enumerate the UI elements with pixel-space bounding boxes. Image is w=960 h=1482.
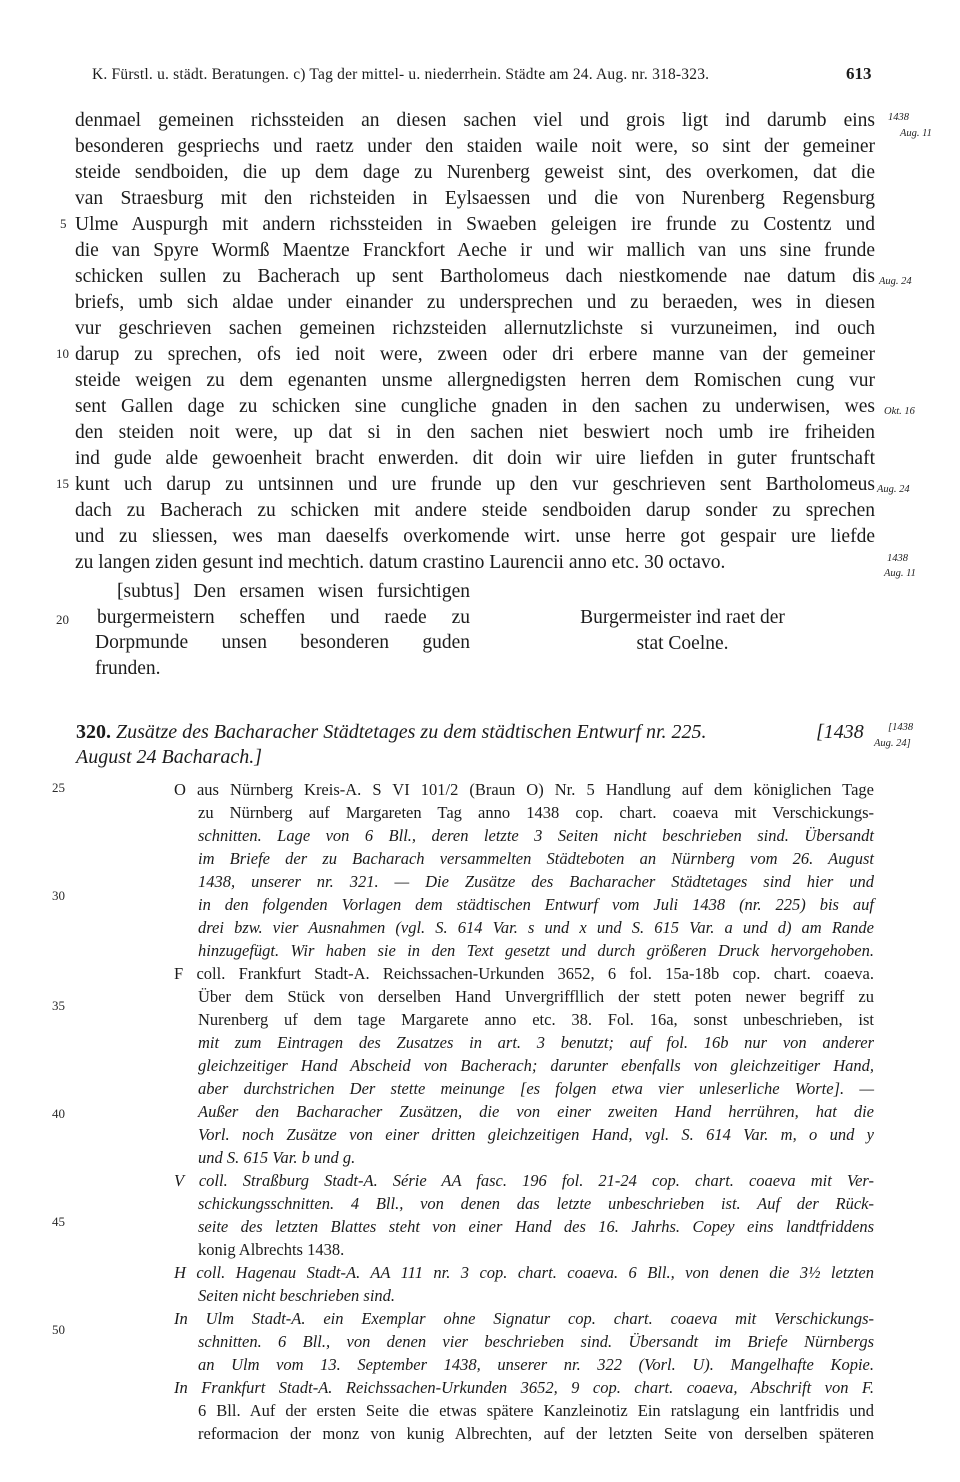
apparatus-line: F coll. Frankfurt Stadt-A. Reichssachen-Urkunden 3652, 6 fol. 15a-18b cop. chart. coaeva. [174,964,874,983]
apparatus-line: 1438, unserer nr. 321. — Die Zusätze des Bacharacher Städtetages sind hier und [198,872,874,891]
address-line: Dorpmunde unsen besonderen guden [95,632,470,653]
address-recipient [95,579,470,681]
line-number: 5 [60,216,67,231]
address-line: frunden. [95,657,161,679]
line-number: 45 [52,1214,65,1229]
apparatus-line: schnitten. 6 Bll., von denen vier beschrieben sind. Übersandt im Briefe Nürnbergs [198,1332,874,1351]
page-number: 613 [846,64,872,83]
apparatus-line: 6 Bll. Auf der ersten Seite die etwas spätere Kanzleinotiz Ein ratslagung ein lantfridis und [198,1401,874,1420]
section-title-continued: August 24 Bacharach.] [76,746,263,768]
letter-line: darup zu sprechen, ofs ied noit were, zween oder dri erbere manne van der gemeiner [75,344,875,365]
line-number: 30 [52,888,65,903]
address-line: Burgermeister ind raet der [580,607,785,628]
apparatus-line: Vorl. noch Zusätze von einer dritten gleichzeitigen Hand, vgl. S. 614 Var. m, o und y [198,1125,874,1144]
apparatus-line: mit zum Eintragen des Zusatzes in art. 3 benutzt; auf fol. 16b nur von anderer [198,1033,874,1052]
margin-date-year: 1438 [888,112,909,123]
letter-line: zu langen ziden gesunt ind mechtich. datum crastino Laurencii anno etc. 30 octavo. [75,552,726,573]
letter-line: steide weigen zu dem egenanten unsme allergnedigsten herren dem Romischen cung vur [75,370,875,391]
running-head: K. Fürstl. u. städt. Beratungen. c) Tag der mittel- u. niederrhein. Städte am 24. Aug. nr. 318-323. [92,66,710,83]
letter-line: kunt uch darup zu untsinnen und ure frunde up den vur geschrieven sent Bartholomeus [75,474,875,495]
line-number: 40 [52,1106,65,1121]
line-number: 10 [56,346,69,361]
section-heading [76,720,876,770]
apparatus-line: und S. 615 Var. b und g. [198,1148,356,1167]
apparatus-line: reformacion der monz von kunig Albrechten, auf der letzten Seite von derselben späteren [198,1424,874,1443]
address-line: [subtus] Den ersamen wisen fursichtigen [117,581,470,602]
letter-line: denmael gemeinen richssteiden an diesen sachen viel und grois ligt ind darumb eins [75,110,875,131]
margin-date: Aug. 24 [877,484,910,495]
apparatus-line: O aus Nürnberg Kreis-A. S VI 101/2 (Braun O) Nr. 5 Handlung auf dem königlichen Tage [174,780,874,799]
letter-line: und zu sliessen, wes man daeselfs overkomende wirt. unse herre got gespair ure liefde [75,526,875,547]
apparatus-line: schnitten. Lage von 6 Bll., deren letzte 3 Seiten nicht beschrieben sind. Übersandt [198,826,874,845]
section-date: [1438 [816,721,864,743]
letter-line: vur geschrieven sachen gemeinen richzsteiden allernutzlichste si vurzuneimen, ind ouch [75,318,875,339]
letter-line: sent Gallen dage zu schicken sine cungliche gnaden in den sachen zu underwisen, wes [75,396,875,417]
address-sender [560,605,805,656]
apparatus-line: Seiten nicht beschrieben sind. [198,1286,396,1305]
apparatus-line: In Ulm Stadt-A. ein Exemplar ohne Signatur cop. chart. coaeva mit Verschickungs- [174,1309,874,1328]
section-number: 320. [76,721,111,743]
address-line: stat Coelne. [636,632,729,654]
apparatus-line: drei bzw. vier Ausnahmen (vgl. S. 614 Var. s und x und S. 615 Var. a und d) am Rande [198,918,874,937]
critical-apparatus [174,778,874,1445]
line-number: 15 [56,476,69,491]
letter-line: den steiden noit were, up dat si in den sachen niet beswiert noch umb ire friheiden [75,422,875,443]
letter-line: schicken sullen zu Bacherach up sent Bartholomeus dach niestkomende nae datum dis [75,266,875,287]
letter-line: Ulme Auspurgh mit andern richssteiden in Swaeben geleigen ire frunde zu Costentz und [75,214,875,235]
margin-date: Aug. 11 [884,568,916,579]
line-number: 35 [52,998,65,1013]
apparatus-line: hinzugefügt. Wir haben sie in den Text gesetzt und durch größeren Druck hervorgehoben. [198,941,874,960]
apparatus-line: Außer den Bacharacher Zusätzen, die von einer zweiten Hand herrühren, hat die [198,1102,874,1121]
letter-line: ind gude alde gewoenheit bracht enwerden. dit doin wir uire liefden in guter fruntschaft [75,448,875,469]
line-number: 50 [52,1322,65,1337]
apparatus-line: an Ulm vom 13. September 1438, unserer nr. 322 (Vorl. U). Mangelhafte Kopie. [198,1355,874,1374]
margin-date: Aug. 11 [900,128,932,139]
letter-line: besonderen gespriechs und raetz under den staiden waile noit were, so sint der gemeiner [75,136,875,157]
address-line: burgermeistern scheffen und raede zu [97,606,470,628]
letter-line: steide sendboiden, die up dem dage zu Nurenberg geweist sint, des overkomen, dat die [75,162,875,183]
apparatus-line: gleichzeitiger Hand Abscheid von Bacherach; darunter ebenfalls von gleichzeitiger Hand, [198,1056,874,1075]
apparatus-line: In Frankfurt Stadt-A. Reichssachen-Urkunden 3652, 9 cop. chart. coaeva, Abschrift von F. [174,1378,874,1397]
margin-date: Aug. 24 [879,276,912,287]
apparatus-line: Nurenberg uf dem tage Margarete anno etc. 38. Fol. 16a, sonst unbeschrieben, ist [198,1010,874,1029]
letter-line: briefs, umb sich aldae under einander zu undersprechen und zu beraeden, wes in diesen [75,292,875,313]
line-number: 25 [52,780,65,795]
letter-line: van Straesburg mit den richsteiden in Eylsaessen und die von Nurenberg Regensburg [75,188,875,209]
line-number: 20 [56,612,69,627]
margin-date: Aug. 24] [874,738,911,749]
apparatus-line: V coll. Straßburg Stadt-A. Série AA fasc. 196 fol. 21-24 cop. chart. coaeva mit Ver- [174,1171,874,1190]
apparatus-line: zu Nürnberg auf Margareten Tag anno 1438 cop. chart. coaeva mit Verschickungs- [198,803,874,822]
apparatus-line: im Briefe der zu Bacharach versammelten Städteboten an Nürnberg vom 26. August [198,849,874,868]
letter-line: dach zu Bacherach zu schicken mit andere steide sendboiden darup sonder zu sprechen [75,500,875,521]
apparatus-line: Über dem Stück von derselben Hand Unvergriffllich der stett poten newer begriff zu [198,987,874,1006]
apparatus-line: seite des letzten Blattes steht von einer Hand des 16. Jahrhs. Copey eins landtfriddens [198,1217,874,1236]
apparatus-line: schickungsschnitten. 4 Bll., von denen das letzte unbeschrieben ist. Auf der Rück- [198,1194,874,1213]
margin-date: Okt. 16 [884,406,915,417]
section-title: Zusätze des Bacharacher Städtetages zu dem städtischen Entwurf nr. 225. [116,721,707,743]
apparatus-line: aber durchstrichen Der stette meinunge [es folgen etwa vier unleserliche Worte]. — [198,1079,874,1098]
apparatus-line: in den folgenden Vorlagen dem städtischen Entwurf vom Juli 1438 (nr. 225) bis auf [198,895,874,914]
margin-date-year: [1438 [888,722,914,733]
letter-line: die van Spyre Wormß Maentze Franckfort Aeche ir und wir mallich van uns sine frunde [75,240,875,261]
apparatus-line: konig Albrechts 1438. [198,1240,345,1259]
apparatus-line: H coll. Hagenau Stadt-A. AA 111 nr. 3 cop. chart. coaeva. 6 Bll., von denen die 3½ letzten [174,1263,874,1282]
margin-date-year: 1438 [887,553,908,564]
